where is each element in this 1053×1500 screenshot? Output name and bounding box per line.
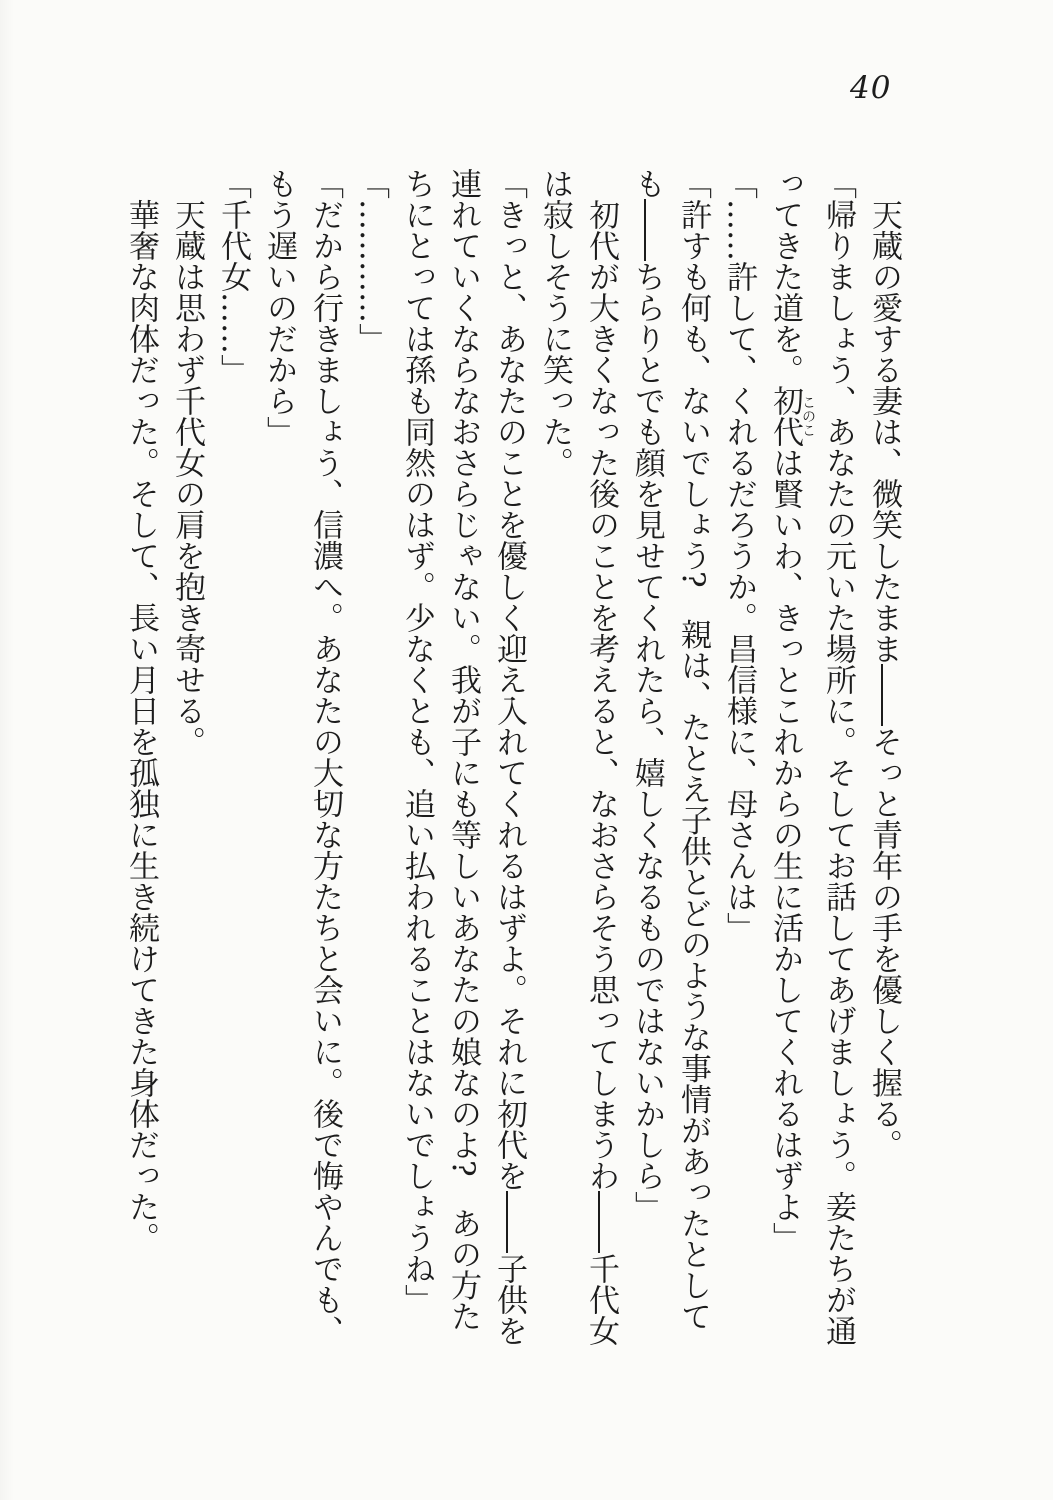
text-line: 「きっと、あなたのことを優しく迎え入れてくれるはずよ。それに初代を――子供を xyxy=(491,168,527,1346)
text-line: 天蔵の愛する妻は、微笑したまま――そっと青年の手を優しく握る。 xyxy=(866,199,902,1160)
vertical-text-block xyxy=(118,168,907,1406)
page-number: 40 xyxy=(850,70,892,106)
text-line: 「千代女……」 xyxy=(215,168,251,385)
text-line: もう遅いのだから」 xyxy=(261,168,297,447)
text-line: 「…………」 xyxy=(353,168,389,354)
text-line: 「許すも何も、ないでしょう? 親は、たとえ子供とどのような事情があったとして xyxy=(675,168,711,1332)
text-line: は寂しそうに笑った。 xyxy=(537,168,573,478)
text-line: ってきた道を。初代このこは賢いわ、きっとこれからの生に活かしてくれるはずよ」 xyxy=(767,168,816,1253)
text-line: も――ちらりとでも顔を見せてくれたら、嬉しくなるものではないかしら」 xyxy=(629,168,665,1222)
text-line: 華奢な肉体だった。そして、長い月日を孤独に生き続けてきた身体だった。 xyxy=(123,199,159,1253)
text-line: 「帰りましょう、あなたの元いた場所に。そしてお話してあげましょう。妾たちが通 xyxy=(820,168,856,1346)
text-line: ちにとっては孫も同然のはず。少なくとも、追い払われることはないでしょうね」 xyxy=(399,168,435,1315)
text-line: 「……許して、くれるだろうか。昌信様に、母さんは」 xyxy=(721,168,757,943)
text-line: 天蔵は思わず千代女の肩を抱き寄せる。 xyxy=(169,199,205,757)
furigana-ruby: 初代このこ xyxy=(767,385,816,447)
text-line: 初代が大きくなった後のことを考えると、なおさらそう思ってしまうわ――千代女 xyxy=(583,199,619,1346)
text-line: 「だから行きましょう、信濃へ。あなたの大切な方たちと会いに。後で悔やんでも、 xyxy=(307,168,343,1346)
text-line: 連れていくならなおさらじゃない。我が子にも等しいあなたの娘なのよ? あの方た xyxy=(445,168,481,1332)
